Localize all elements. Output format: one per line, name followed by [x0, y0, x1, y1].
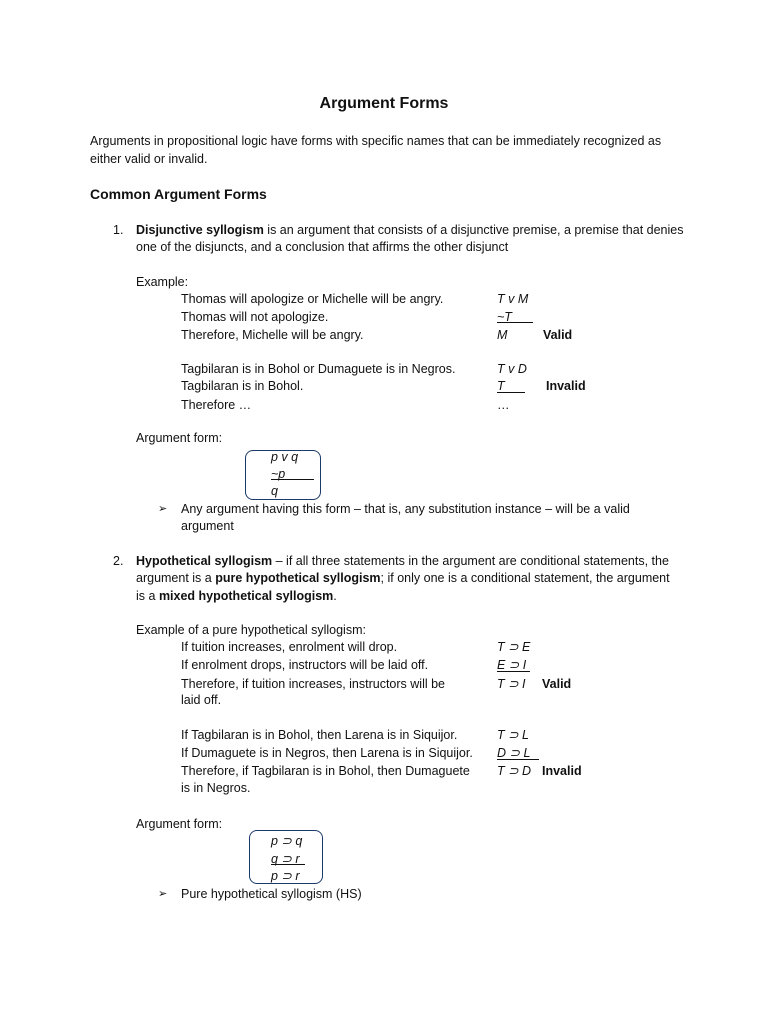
hs-term: Hypothetical syllogism: [136, 554, 273, 568]
hs-ex2-line: is in Negros.: [181, 781, 251, 795]
hs-def2-pre: argument is a: [136, 571, 216, 585]
ds-form-line: q: [271, 484, 278, 498]
hs-ex2-line: Therefore, if Tagbilaran is in Bohol, then Dumaguete: [181, 764, 470, 778]
hs-ex2-symbol: D ⊃ L: [497, 746, 531, 760]
hs-ex2-conclusion-rule: [497, 759, 539, 760]
ds-form-line: ~p: [271, 467, 286, 481]
hs-pure-term: pure hypothetical syllogism: [215, 571, 381, 585]
ds-definition-line-1: [136, 222, 683, 238]
hs-note: Pure hypothetical syllogism (HS): [181, 887, 362, 901]
section-heading: Common Argument Forms: [90, 186, 267, 202]
ds-ex1-verdict: Valid: [543, 328, 573, 342]
hs-ex1-conclusion-rule: [497, 671, 530, 672]
ds-definition-line-2: one of the disjuncts, and a conclusion that affirms the other disjunct: [136, 240, 509, 254]
hs-form-rule: [271, 864, 305, 865]
ds-form-rule: [271, 479, 314, 480]
hs-form-line: p ⊃ r: [271, 869, 300, 883]
hs-ex1-line: If tuition increases, enrolment will drop.: [181, 640, 398, 654]
ds-number: 1.: [113, 223, 124, 237]
hs-ex2-verdict: Invalid: [542, 764, 582, 778]
ds-ex2-line: Tagbilaran is in Bohol.: [181, 379, 304, 393]
ds-ex1-line: Thomas will apologize or Michelle will be angry.: [181, 292, 444, 306]
hs-def2-post: ; if only one is a conditional statement, the argument: [380, 571, 670, 585]
ds-ex2-line: Therefore …: [181, 398, 252, 412]
ds-example-label: Example:: [136, 275, 189, 289]
ds-ex1-line: Thomas will not apologize.: [181, 310, 329, 324]
hs-form-line: p ⊃ q: [271, 834, 303, 848]
hs-ex1-symbol: E ⊃ I: [497, 658, 527, 672]
hs-ex1-line: If enrolment drops, instructors will be laid off.: [181, 658, 429, 672]
ds-note-line-1: Any argument having this form – that is, any substitution instance – will be a valid: [181, 502, 630, 516]
ds-bullet-icon: ➢: [158, 503, 168, 515]
hs-ex1-symbol: T ⊃ E: [497, 640, 531, 654]
ds-ex2-symbol: …: [497, 398, 510, 412]
hs-ex1-line: Therefore, if tuition increases, instructors will be: [181, 677, 445, 691]
hs-ex1-line: laid off.: [181, 693, 222, 707]
hs-definition-line-2: [136, 570, 670, 586]
hs-form-line: q ⊃ r: [271, 852, 300, 866]
ds-ex2-symbol: T: [497, 379, 505, 393]
ds-ex1-conclusion-rule: [497, 322, 533, 323]
hs-def3-post: .: [333, 589, 337, 603]
hs-number: 2.: [113, 554, 124, 568]
ds-term: Disjunctive syllogism: [136, 223, 264, 237]
ds-ex1-symbol: ~T: [497, 310, 512, 324]
hs-ex2-line: If Dumaguete is in Negros, then Larena is in Siquijor.: [181, 746, 473, 760]
intro-line-1: Arguments in propositional logic have forms with specific names that can be immediately recognized as: [90, 134, 662, 148]
page-title: Argument Forms: [319, 95, 449, 112]
ds-ex2-symbol: T v D: [497, 362, 527, 376]
hs-ex2-symbol: T ⊃ D: [497, 764, 532, 778]
hs-form-label: Argument form:: [136, 817, 223, 831]
hs-def3-pre: is a: [136, 589, 159, 603]
ds-ex2-conclusion-rule: [497, 392, 525, 393]
intro-line-2: either valid or invalid.: [90, 152, 208, 166]
ds-note-line-2: argument: [181, 519, 234, 533]
hs-bullet-icon: ➢: [158, 888, 168, 900]
ds-form-label: Argument form:: [136, 431, 223, 445]
hs-definition-line-1: [136, 553, 669, 569]
hs-ex2-symbol: T ⊃ L: [497, 728, 530, 742]
ds-ex1-symbol: T v M: [497, 292, 529, 306]
ds-definition-rest: is an argument that consists of a disjunctive premise, a premise that denies: [263, 223, 684, 237]
ds-ex2-line: Tagbilaran is in Bohol or Dumaguete is in Negros.: [181, 362, 456, 376]
ds-ex2-verdict: Invalid: [546, 379, 586, 393]
hs-ex1-verdict: Valid: [542, 677, 572, 691]
ds-ex1-symbol: M: [497, 328, 508, 342]
hs-definition-line-3: [136, 588, 337, 604]
hs-mixed-term: mixed hypothetical syllogism: [158, 589, 334, 603]
ds-ex1-line: Therefore, Michelle will be angry.: [181, 328, 364, 342]
ds-form-line: p v q: [271, 450, 299, 464]
hs-ex2-line: If Tagbilaran is in Bohol, then Larena is in Siquijor.: [181, 728, 458, 742]
hs-definition-rest: – if all three statements in the argument are conditional statements, the: [272, 554, 669, 568]
hs-example-label: Example of a pure hypothetical syllogism:: [136, 623, 366, 637]
hs-ex1-symbol: T ⊃ I: [497, 677, 526, 691]
